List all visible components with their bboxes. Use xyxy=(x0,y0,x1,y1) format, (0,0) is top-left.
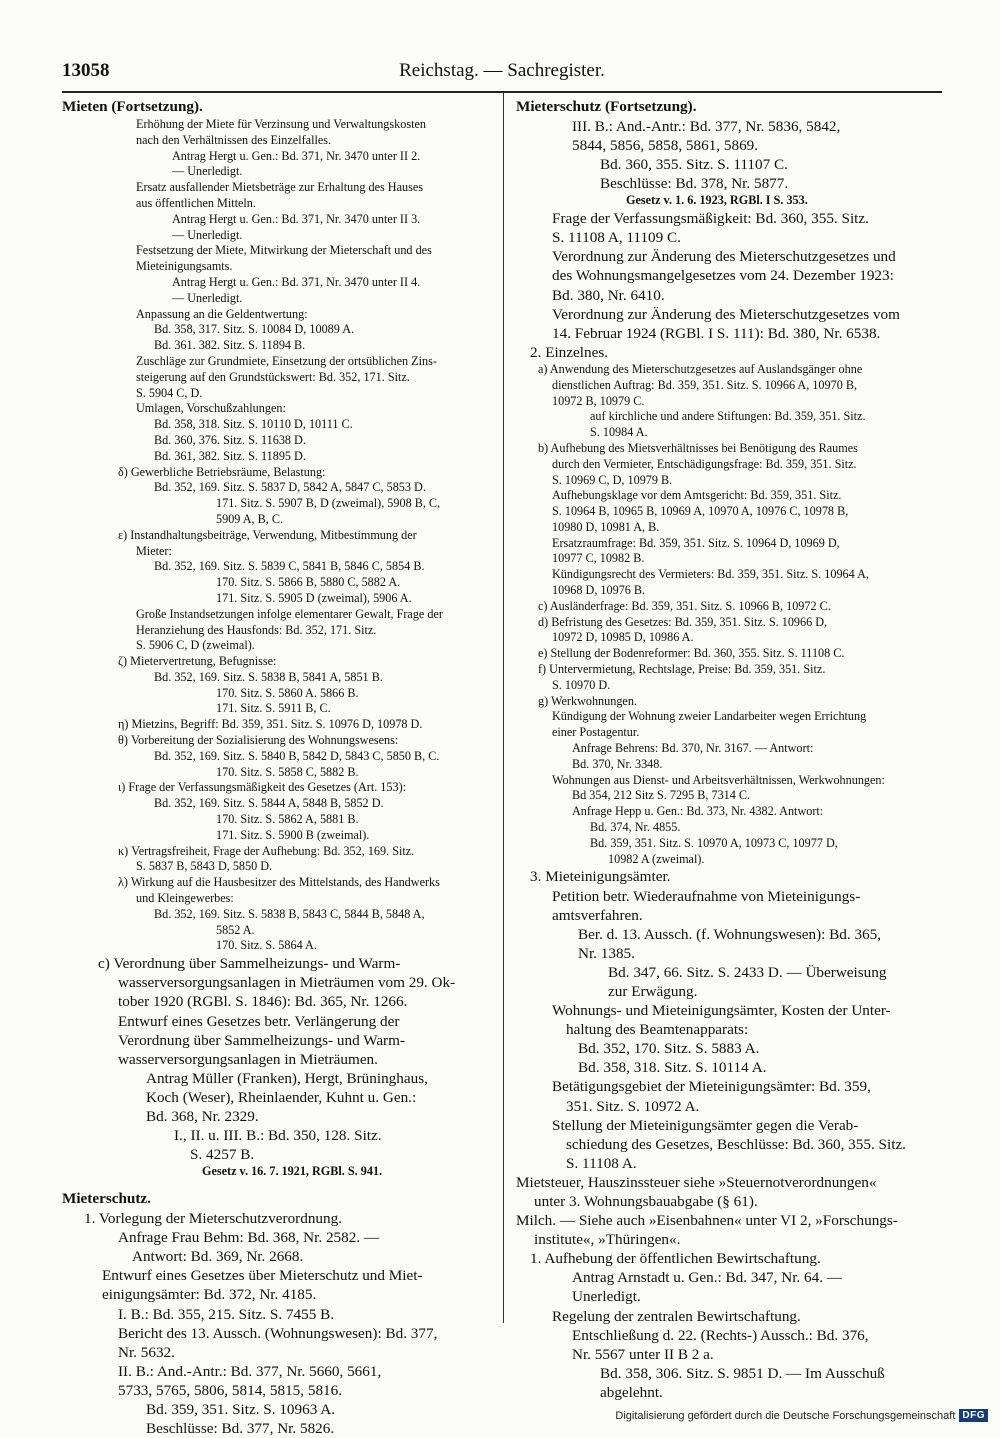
index-entry-line: — Unerledigt. xyxy=(172,164,243,179)
index-entry-line: Anfrage Behrens: Bd. 370, Nr. 3167. — Antwort: xyxy=(572,741,814,756)
index-entry-line: Ber. d. 13. Aussch. (f. Wohnungswesen): Bd. 365, xyxy=(578,925,882,943)
index-entry-line: Wohnungs- und Mieteinigungsämter, Kosten der Unter- xyxy=(552,1002,891,1020)
index-entry-line: Koch (Weser), Rheinlaender, Kuhnt u. Gen.: xyxy=(146,1088,417,1106)
index-entry-line: dienstlichen Auftrag: Bd. 359, 351. Sitz. S. 10966 A, 10970 B, xyxy=(552,377,858,392)
index-entry-line: wasserversorgungsanlagen in Mieträumen. xyxy=(118,1050,378,1068)
index-entry-line: Antrag Hergt u. Gen.: Bd. 371, Nr. 3470 unter II 3. xyxy=(172,211,421,226)
index-entry-line: 5733, 5765, 5806, 5814, 5815, 5816. xyxy=(118,1381,343,1399)
index-entry-line: I., II. u. III. B.: Bd. 350, 128. Sitz. xyxy=(174,1127,382,1145)
index-entry-line: II. B.: And.-Antr.: Bd. 377, Nr. 5660, 5661, xyxy=(118,1362,382,1380)
index-entry-line: Nr. 1385. xyxy=(578,944,635,962)
index-entry-line: Gesetz v. 16. 7. 1921, RGBl. S. 941. xyxy=(202,1164,383,1179)
index-entry-line: III. B.: And.-Antr.: Bd. 377, Nr. 5836, 5842, xyxy=(572,118,841,135)
page-header xyxy=(62,58,942,88)
index-entry-line: Anpassung an die Geldentwertung: xyxy=(136,306,308,321)
index-entry-line: λ) Wirkung auf die Hausbesitzer des Mittelstands, des Handwerks xyxy=(118,875,440,890)
index-entry-line: 1. Vorlegung der Mieterschutzverordnung. xyxy=(84,1210,342,1228)
index-entry-line: S. 4257 B. xyxy=(190,1146,255,1164)
index-entry-line: einigungsämter: Bd. 372, Nr. 4185. xyxy=(102,1286,317,1304)
index-entry-line: S. 5904 C, D. xyxy=(136,385,203,400)
index-entry-line: 170. Sitz. S. 5862 A, 5881 B. xyxy=(216,812,359,827)
index-entry-line: S. 5837 B, 5843 D, 5850 D. xyxy=(136,859,273,874)
index-entry-line: Bericht des 13. Aussch. (Wohnungswesen): Bd. 377, xyxy=(118,1324,438,1342)
index-entry-line: Verordnung über Sammelheizungs- und Warm- xyxy=(118,1031,405,1049)
index-entry-line: Kündigungsrecht des Vermieters: Bd. 359, 351. Sitz. S. 10964 A, xyxy=(552,567,869,582)
index-entry-line: unter 3. Wohnungsbauabgabe (§ 61). xyxy=(534,1193,758,1211)
index-entry-line: — Unerledigt. xyxy=(172,227,243,242)
index-entry-line: Aufhebungsklage vor dem Amtsgericht: Bd. 359, 351. Sitz. xyxy=(552,488,842,503)
index-entry-line: ε) Instandhaltungsbeiträge, Verwendung, Mitbestimmung der xyxy=(118,527,417,542)
index-entry-line: steigerung auf den Grundstückswert: Bd. 352, 171. Sitz. xyxy=(136,369,410,384)
index-entry-line: ζ) Mietervertretung, Befugnisse: xyxy=(118,654,277,669)
index-entry-line: Bd. 352, 169. Sitz. S. 5837 D, 5842 A, 5847 C, 5853 D. xyxy=(154,480,426,495)
index-entry-line: institute«, »Thüringen«. xyxy=(534,1231,681,1249)
index-entry-line: haltung des Beamtenapparats: xyxy=(566,1021,749,1039)
index-entry-line: S. 5906 C, D (zweimal). xyxy=(136,638,255,653)
index-entry-line: Ersatz ausfallender Mietsbeträge zur Erhaltung des Hauses xyxy=(136,180,423,195)
index-entry-line: Anfrage Frau Behm: Bd. 368, Nr. 2582. — xyxy=(118,1229,380,1247)
index-entry-line: tober 1920 (RGBl. S. 1846): Bd. 365, Nr. 1266. xyxy=(118,993,408,1011)
footer-credit: Digitalisierung gefördert durch die Deutsche Forschungsgemeinschaft xyxy=(615,1409,956,1422)
index-entry-line: Ersatzraumfrage: Bd. 359, 351. Sitz. S. 10964 D, 10969 D, xyxy=(552,535,840,550)
index-entry-line: Bd 354, 212 Sitz S. 7295 B, 7314 C. xyxy=(572,788,751,803)
index-entry-line: b) Aufhebung des Mietsverhältnisses bei Benötigung des Raumes xyxy=(538,440,858,455)
index-entry-line: auf kirchliche und andere Stiftungen: Bd. 359, 351. Sitz. xyxy=(590,409,866,424)
index-entry-line: 351. Sitz. S. 10972 A. xyxy=(566,1097,700,1115)
index-entry-line: Erhöhung der Miete für Verzinsung und Verwaltungskosten xyxy=(136,117,426,131)
index-entry-line: zur Erwägung. xyxy=(608,982,698,1000)
index-entry-line: 10972 B, 10979 C. xyxy=(552,393,645,408)
index-entry-line: 10980 D, 10981 A, B. xyxy=(552,519,660,534)
index-entry-line: 170. Sitz. S. 5858 C, 5882 B. xyxy=(216,764,359,779)
index-entry-line: Bd. 352, 169. Sitz. S. 5838 B, 5841 A, 5851 B. xyxy=(154,669,383,684)
index-entry-line: Bd. 358, 318. Sitz. S. 10114 A. xyxy=(578,1059,767,1077)
index-entry-line: κ) Vertragsfreiheit, Frage der Aufhebung: Bd. 352, 169. Sitz. xyxy=(118,843,415,858)
index-entry-line: 3. Mieteinigungsämter. xyxy=(530,868,671,886)
index-entry-line: des Wohnungsmangelgesetzes vom 24. Dezember 1923: xyxy=(552,267,894,285)
index-entry-line: f) Untervermietung, Rechtslage, Preise: Bd. 359, 351. Sitz. xyxy=(538,662,826,677)
spacer xyxy=(62,1180,492,1188)
index-entry-line: S. 10969 C, D, 10979 B. xyxy=(552,472,673,487)
index-entry-line: Bd. 347, 66. Sitz. S. 2433 D. — Überweisung xyxy=(608,963,887,981)
index-entry-line: 5909 A, B, C. xyxy=(216,511,284,526)
index-entry-line: Bd. 361. 382. Sitz. S. 11894 B. xyxy=(154,338,306,353)
header-rule xyxy=(62,91,942,93)
index-entry-line: durch den Vermieter, Entschädigungsfrage: Bd. 359, 351. Sitz. xyxy=(552,456,857,471)
index-entry-line: Entwurf eines Gesetzes betr. Verlängerung der xyxy=(118,1012,400,1030)
index-entry-line: Bd. 358, 317. Sitz. S. 10084 D, 10089 A. xyxy=(154,322,355,337)
running-title: Reichstag. — Sachregister. xyxy=(399,60,605,81)
index-entry-line: Milch. — Siehe auch »Eisenbahnen« unter VI 2, »Forschungs- xyxy=(516,1212,898,1230)
index-entry-line: aus öffentlichen Mitteln. xyxy=(136,195,256,210)
index-entry-line: S. 10984 A. xyxy=(590,425,648,440)
index-entry-line: ι) Frage der Verfassungsmäßigkeit des Gesetzes (Art. 153): xyxy=(118,780,407,795)
index-entry-line: Kündigung der Wohnung zweier Landarbeiter wegen Errichtung xyxy=(552,709,867,724)
index-entry-line: 171. Sitz. S. 5911 B, C. xyxy=(216,701,331,716)
index-entry-line: schiedung des Gesetzes, Beschlüsse: Bd. 360, 355. Sitz. xyxy=(566,1135,906,1153)
index-entry-line: Beschlüsse: Bd. 377, Nr. 5826. xyxy=(146,1420,335,1438)
section-heading: Mieterschutz. xyxy=(62,1190,151,1208)
index-entry-line: Festsetzung der Miete, Mitwirkung der Mieterschaft und des xyxy=(136,243,432,258)
index-entry-line: S. 10970 D. xyxy=(552,677,611,692)
index-entry-line: θ) Vorbereitung der Sozialisierung des Wohnungswesens: xyxy=(118,733,399,748)
index-entry-line: Gesetz v. 1. 6. 1923, RGBl. I S. 353. xyxy=(626,193,808,208)
index-entry-line: δ) Gewerbliche Betriebsräume, Belastung: xyxy=(118,464,326,479)
index-entry-line: Zuschläge zur Grundmiete, Einsetzung der ortsüblichen Zins- xyxy=(136,353,437,368)
index-entry-line: Bd. 361, 382. Sitz. S. 11895 D. xyxy=(154,448,306,463)
index-entry-line: Bd. 359, 351. Sitz. S. 10963 A. xyxy=(146,1401,336,1418)
left-column xyxy=(62,96,492,1438)
index-entry-line: c) Verordnung über Sammelheizungs- und Warm- xyxy=(98,955,401,973)
index-entry-line: Nr. 5632. xyxy=(118,1343,175,1361)
index-entry-line: Entschließung d. 22. (Rechts-) Aussch.: Bd. 376, xyxy=(572,1326,869,1344)
right-column xyxy=(516,96,948,1402)
index-entry-line: 5844, 5856, 5858, 5861, 5869. xyxy=(572,137,759,155)
index-entry-line: einer Postagentur. xyxy=(552,725,640,740)
index-entry-line: S. 11108 A, 11109 C. xyxy=(552,229,681,247)
index-entry-line: 171. Sitz. S. 5900 B (zweimal). xyxy=(216,827,370,842)
index-entry-line: amtsverfahren. xyxy=(552,906,643,924)
index-entry-line: Bd. 352, 169. Sitz. S. 5839 C, 5841 B, 5846 C, 5854 B. xyxy=(154,559,425,574)
index-entry-line: Antwort: Bd. 369, Nr. 2668. xyxy=(132,1248,304,1266)
index-entry-line: 1. Aufhebung der öffentlichen Bewirtschaftung. xyxy=(530,1250,821,1268)
index-entry-line: Beschlüsse: Bd. 378, Nr. 5877. xyxy=(600,175,789,193)
dfg-logo-icon: DFG xyxy=(959,1409,988,1422)
section-heading: Mieterschutz (Fortsetzung). xyxy=(516,98,697,115)
index-entry-line: Bd. 360, 376. Sitz. S. 11638 D. xyxy=(154,432,306,447)
index-entry-line: d) Befristung des Gesetzes: Bd. 359, 351. Sitz. S. 10966 D, xyxy=(538,614,828,629)
index-entry-line: 5852 A. xyxy=(216,922,255,937)
index-entry-line: Wohnungen aus Dienst- und Arbeitsverhältnissen, Werkwohnungen: xyxy=(552,772,885,787)
index-entry-line: η) Mietzins, Begriff: Bd. 359, 351. Sitz. S. 10976 D, 10978 D. xyxy=(118,717,423,732)
index-entry-line: Regelung der zentralen Bewirtschaftung. xyxy=(552,1307,801,1325)
index-entry-line: — Unerledigt. xyxy=(172,290,243,305)
index-entry-line: Verordnung zur Änderung des Mieterschutzgesetzes vom xyxy=(552,305,900,323)
index-entry-line: nach den Verhältnissen des Einzelfalles. xyxy=(136,132,332,147)
index-entry-line: Frage der Verfassungsmäßigkeit: Bd. 360, 355. Sitz. xyxy=(552,210,869,228)
index-entry-line: a) Anwendung des Mieterschutzgesetzes auf Auslandsgänger ohne xyxy=(538,361,863,376)
index-entry-line: Bd. 352, 169. Sitz. S. 5844 A, 5848 B, 5852 D. xyxy=(154,796,384,811)
index-entry-line: 14. Februar 1924 (RGBl. I S. 111): Bd. 380, Nr. 6538. xyxy=(552,324,881,342)
index-entry-line: 170. Sitz. S. 5860 A. 5866 B. xyxy=(216,685,359,700)
index-entry-line: 10982 A (zweimal). xyxy=(608,851,705,866)
index-entry-line: Bd. 358, 318. Sitz. S. 10110 D, 10111 C. xyxy=(154,417,353,432)
index-entry-line: abgelehnt. xyxy=(600,1383,663,1401)
index-entry-line: wasserversorgungsanlagen in Mieträumen vom 29. Ok- xyxy=(118,974,456,992)
index-entry-line: Bd. 374, Nr. 4855. xyxy=(590,820,681,835)
index-entry-line: Bd. 360, 355. Sitz. S. 11107 C. xyxy=(600,156,788,174)
index-entry-line: 171. Sitz. S. 5905 D (zweimal), 5906 A. xyxy=(216,590,412,605)
index-entry-line: Bd. 358, 306. Sitz. S. 9851 D. — Im Ausschuß xyxy=(600,1364,885,1382)
index-entry-line: Bd. 368, Nr. 2329. xyxy=(146,1107,259,1125)
index-entry-line: 10972 D, 10985 D, 10986 A. xyxy=(552,630,694,645)
index-entry-line: Bd. 352, 170. Sitz. S. 5883 A. xyxy=(578,1040,760,1058)
index-entry-line: 171. Sitz. S. 5907 B, D (zweimal), 5908 B, C, xyxy=(216,496,441,511)
index-entry-line: Bd. 380, Nr. 6410. xyxy=(552,286,665,304)
index-entry-line: S. 10964 B, 10965 B, 10969 A, 10970 A, 10976 C, 10978 B, xyxy=(552,504,849,519)
index-entry-line: Verordnung zur Änderung des Mieterschutzgesetzes und xyxy=(552,248,896,266)
index-entry-line: Anfrage Hepp u. Gen.: Bd. 373, Nr. 4382. Antwort: xyxy=(572,804,824,819)
index-entry-line: 170. Sitz. S. 5864 A. xyxy=(216,938,317,953)
index-entry-line: Petition betr. Wiederaufnahme von Mieteinigungs- xyxy=(552,887,861,905)
index-entry-line: Antrag Müller (Franken), Hergt, Brüninghaus, xyxy=(146,1069,428,1087)
section-heading: Mieten (Fortsetzung). xyxy=(62,98,203,115)
index-entry-line: Antrag Hergt u. Gen.: Bd. 371, Nr. 3470 unter II 4. xyxy=(172,274,421,289)
index-entry-line: Bd. 370, Nr. 3348. xyxy=(572,756,663,771)
index-entry-line: Bd. 352, 169. Sitz. S. 5838 B, 5843 C, 5844 B, 5848 A, xyxy=(154,906,425,921)
index-entry-line: Mietsteuer, Hauszinssteuer siehe »Steuernotverordnungen« xyxy=(516,1173,877,1191)
index-entry-line: 170. Sitz. S. 5866 B, 5880 C, 5882 A. xyxy=(216,575,401,590)
footer xyxy=(615,1409,988,1422)
index-entry-line: S. 11108 A. xyxy=(566,1154,637,1172)
index-entry-line: Antrag Arnstadt u. Gen.: Bd. 347, Nr. 64. — xyxy=(572,1269,842,1287)
index-entry-line: Entwurf eines Gesetzes über Mieterschutz und Miet- xyxy=(102,1267,423,1285)
index-entry-line: Stellung der Mieteinigungsämter gegen die Verab- xyxy=(552,1116,859,1134)
index-entry-line: e) Stellung der Bodenreformer: Bd. 360, 355. Sitz. S. 11108 C. xyxy=(538,646,845,661)
index-entry-line: Große Instandsetzungen infolge elementarer Gewalt, Frage der xyxy=(136,606,443,621)
index-entry-line: Nr. 5567 unter II B 2 a. xyxy=(572,1345,714,1363)
index-entry-line: Mieteinigungsamts. xyxy=(136,259,233,274)
index-entry-line: Bd. 359, 351. Sitz. S. 10970 A, 10973 C, 10977 D, xyxy=(590,835,838,850)
index-entry-line: Unerledigt. xyxy=(572,1288,641,1306)
index-entry-line: I. B.: Bd. 355, 215. Sitz. S. 7455 B. xyxy=(118,1305,335,1323)
index-entry-line: Betätigungsgebiet der Mieteinigungsämter: Bd. 359, xyxy=(552,1078,871,1096)
column-divider xyxy=(503,93,504,1323)
index-entry-line: Umlagen, Vorschußzahlungen: xyxy=(136,401,286,416)
index-entry-line: g) Werkwohnungen. xyxy=(538,693,637,708)
index-entry-line: c) Ausländerfrage: Bd. 359, 351. Sitz. S. 10966 B, 10972 C. xyxy=(538,598,831,613)
index-entry-line: 2. Einzelnes. xyxy=(530,343,609,361)
index-entry-line: Antrag Hergt u. Gen.: Bd. 371, Nr. 3470 unter II 2. xyxy=(172,148,421,163)
index-entry-line: 10977 C, 10982 B. xyxy=(552,551,645,566)
index-entry-line: Heranziehung des Hausfonds: Bd. 352, 171. Sitz. xyxy=(136,622,377,637)
index-entry-line: und Kleingewerbes: xyxy=(136,891,234,906)
page-number: 13058 xyxy=(62,60,110,81)
index-entry-line: Mieter: xyxy=(136,543,172,558)
index-entry-line: 10968 D, 10976 B. xyxy=(552,583,646,598)
index-entry-line: Bd. 352, 169. Sitz. S. 5840 B, 5842 D, 5843 C, 5850 B, C. xyxy=(154,748,440,763)
